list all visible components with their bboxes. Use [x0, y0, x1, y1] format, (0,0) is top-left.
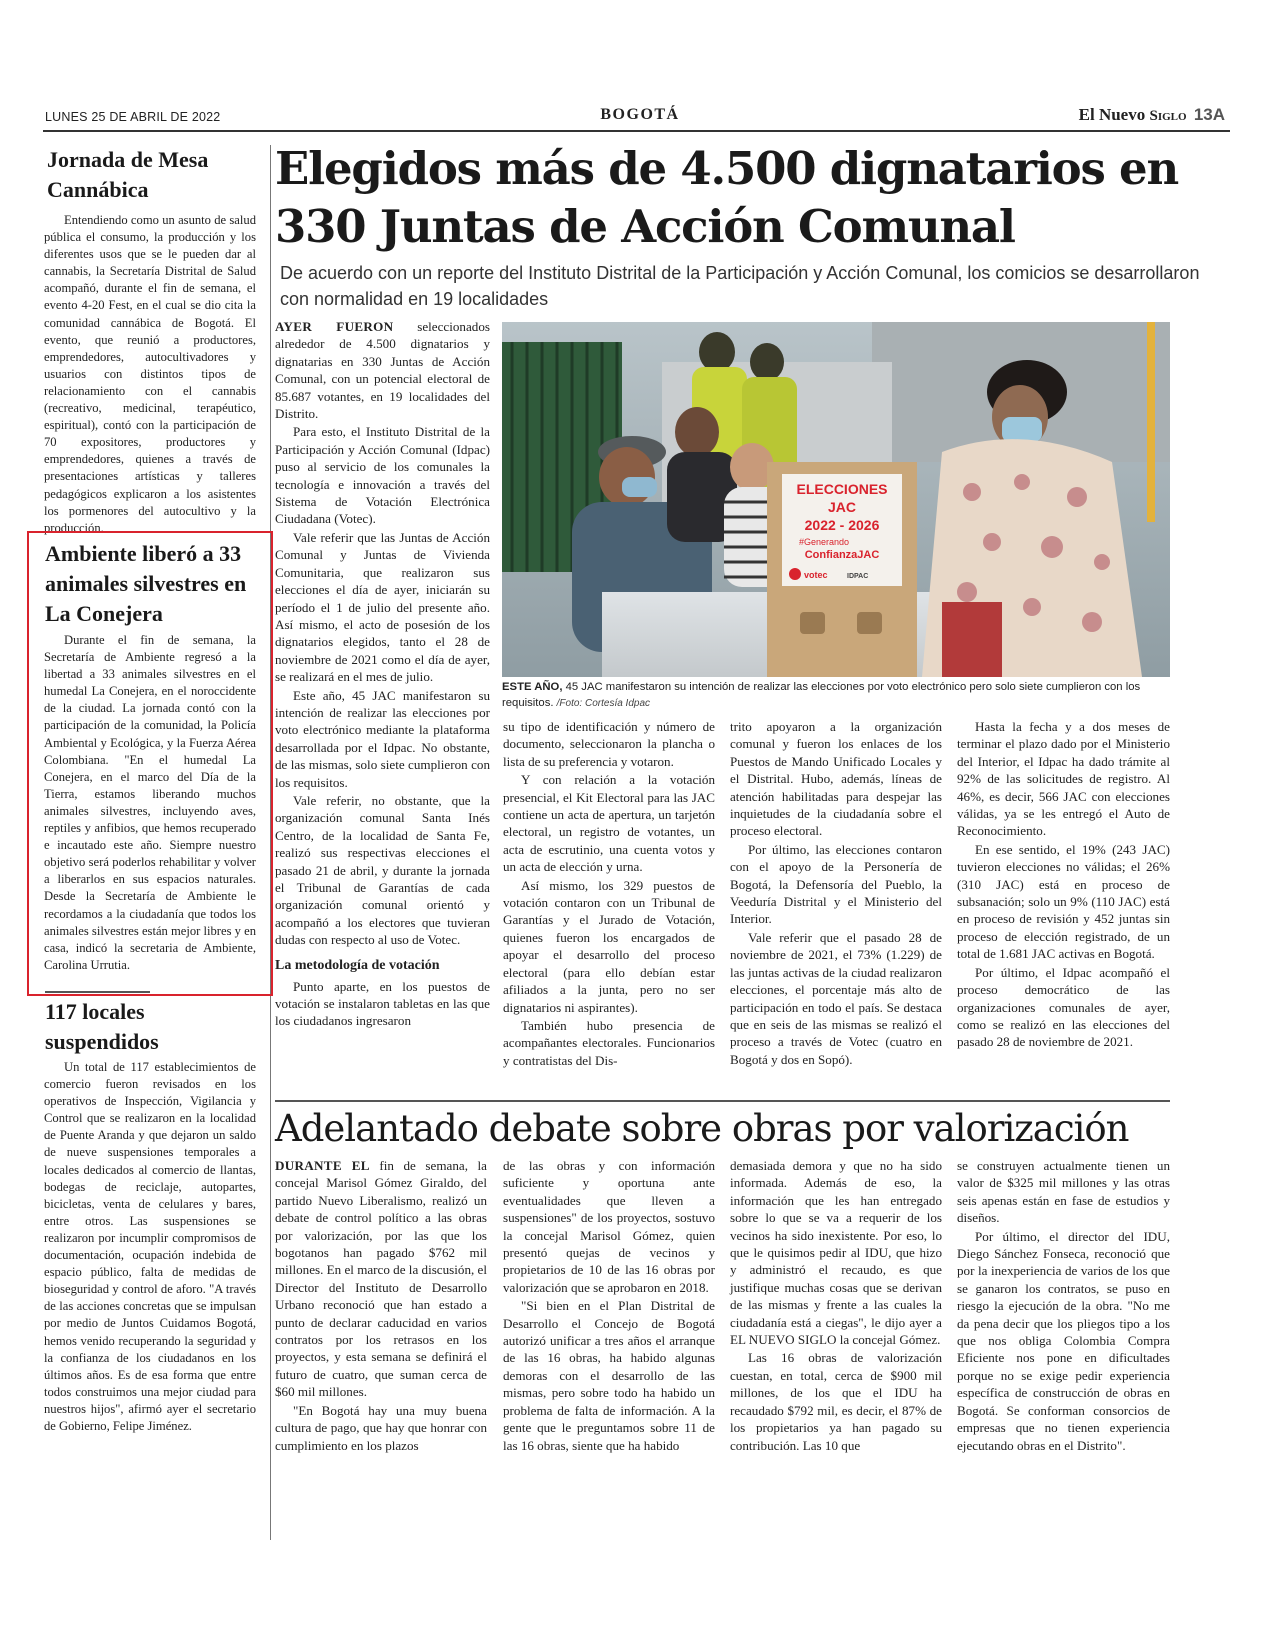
main-paragraph: Así mismo, los 329 puestos de votación contaron con un Tribunal de Garantías y el Jurado de Votación, quienes fueron los encargados de apoyar el desarrollo del proceso electoral (para ello debían estar afiliados a la junta, pero no ser dignatarios ni aspirantes). — [503, 877, 715, 1015]
main-paragraph: Vale referir que el pasado 28 de noviembre de 2021, el 73% (1.229) de las juntas activas de la ciudad realizaron elecciones, el porcentaje más alto de participación en todo el país. Se destaca que en seis de las mismas se realizó el proceso a través de Votec (cuatro en Bogotá y dos en Sopó). — [730, 929, 942, 1067]
issue-date: LUNES 25 DE ABRIL DE 2022 — [45, 110, 221, 124]
ballot-box-text-3: 2022 - 2026 — [804, 517, 880, 533]
main-paragraph: Y con relación a la votación presencial, el Kit Electoral para las JAC contiene un acta de apertura, un tarjetón electoral, un registro de votantes, un acta de escrutinio, una cuenta votos y un acta de elección y urna. — [503, 772, 715, 875]
main-paragraph: Para esto, el Instituto Distrital de la Participación y Acción Comunal (Idpac) puso al servicio de los comunales la tecnología e innovación a través del Sistema de Votación Electrónica Ciudadana (Votec). — [275, 424, 490, 527]
second-headline: Adelantado debate sobre obras por valorización — [275, 1107, 1129, 1150]
main-paragraph: Vale referir, no obstante, que la organización comunal Santa Inés Centro, de la localidad de Santa Fe, realizó sus respectivas elecciones el pasado 21 de abril, y durante la jornada el Tribunal de Garantías de cada organización comunal orientó y acompañó a los electores que tuvieran dudas con respecto al uso de Votec. — [275, 792, 490, 948]
main-column-1 — [275, 318, 490, 1031]
main-paragraph: Vale referir que las Juntas de Acción Comunal y Juntas de Vivienda Comunitaria, que realizaron sus elecciones el día de ayer, iniciarán su período el 1 de julio del presente año. Así mismo, el acto de posesión de los dignatarios elegidos, tanto el 28 de noviembre de 2021 como el día de ayer, se realizará en el mes de julio. — [275, 529, 490, 685]
second-paragraph: DURANTE EL fin de semana, la concejal Marisol Gómez Giraldo, del partido Nuevo Liberalismo, realizó un debate de control político a las obras por valorización, por las que los bogotanos han pagado $762 mil millones. En el marco de la discusión, el Director del Instituto de Desarrollo Urbano reconoció que han estado a punto de declarar caducidad en varios contratos por los retrasos en los proyectos, y esta semana se definirá el futuro de cuatro, que suman cerca de $60 mil millones. — [275, 1158, 487, 1400]
header-rule — [43, 130, 1230, 132]
second-column-2 — [503, 1157, 715, 1455]
photo-caption — [502, 680, 1170, 711]
second-paragraph: Por último, el director del IDU, Diego Sánchez Fonseca, reconoció que por la inexperiencia de varios de los que se ganaron los contratos, se puso en riesgo la ejecución de la obra. "No me da pena decir que los pliegos tipo a los que nos obliga Colombia Compra Eficiente nos pone en dificultades porque no se exige pedir experiencia específica de construcción de obras en Bogotá. Se conforman consorcios de empresas que no tienen experiencia ejecutando obras en el Distrito". — [957, 1228, 1170, 1453]
sidebar-story1-body: Entendiendo como un asunto de salud pública el consumo, la producción y los diferentes usos que se le pueden dar al cannabis, la Secretaría Distrital de Salud acompañó, durante el fin de semana, el evento 4-20 Fest, en el cual se dio cita la comunidad cannábica de Bogotá. El evento, que reunió a productores, emprendedores, autocultivadores y usuarios con distintos tipos de relacionamiento con el cannabis (recreativo, medicinal, terapéutico, espiritual), contó con la participación de 70 expositores, productores y emprendedores, quienes a través de presentaciones artísticas y talleres pedagógicos explicaron a los asistentes los pormenores del autocultivo y la producción. — [44, 213, 256, 535]
masthead-brand — [1079, 105, 1225, 125]
votec-logo-icon — [789, 568, 801, 580]
photo-credit: /Foto: Cortesía Idpac — [556, 697, 651, 709]
second-paragraph: se construyen actualmente tienen un valor de $325 mil millones y las otras seis apenas están en fase de estudios y diseños. — [957, 1158, 1170, 1226]
sidebar-separator — [45, 991, 150, 993]
main-paragraph: trito apoyaron a la organización comunal y fueron los enlaces de los Puestos de Mando Unificado Locales y el Distrital. Hubo, además, líneas de atención habilitadas para despejar las inquietudes de la ciudadanía sobre el proceso electoral. — [730, 719, 942, 839]
votec-logo-text: votec — [804, 570, 828, 580]
main-paragraph: También hubo presencia de acompañantes electorales. Funcionarios y contratistas del Dis- — [503, 1017, 715, 1068]
main-paragraph: Hasta la fecha y a dos meses de terminar el plazo dado por el Ministerio del Interior, el Idpac ha dado trámite al 92% de las solicitudes de registro. Al 46%, es decir, 566 JAC con elecciones válidas, ya se les entregó el Auto de Reconocimiento. — [957, 719, 1170, 839]
section-name: BOGOTÁ — [600, 106, 680, 123]
lead-in: AYER FUERON — [275, 319, 394, 334]
story-separator — [275, 1100, 1170, 1102]
main-paragraph: AYER FUERON seleccionados alrededor de 4.500 dignatarios y dignatarias en 330 Juntas de Acción Comunal, con un potencial electoral de 85.687 votantes, en 19 localidades del Distrito. — [275, 319, 490, 422]
ballot-box-text-2: JAC — [827, 499, 857, 515]
sidebar-story1-title: Jornada de Mesa Cannábica — [47, 147, 209, 202]
ballot-box-text-5: ConfianzaJAC — [804, 549, 880, 561]
second-paragraph: "Si bien en el Plan Distrital de Desarrollo el Concejo de Bogotá autorizó unificar a tres años el arranque de las 16 obras, ha habido algunas demoras con el desarrollo de las mismas, pero sobre todo ha habido un problema de falta de información. A la gente que le preguntamos sobre 11 de las 16 obras, siente que ha habido — [503, 1298, 715, 1453]
main-column-4 — [957, 718, 1170, 1052]
subhead: La metodología de votación — [275, 957, 440, 973]
second-column-1 — [275, 1157, 487, 1455]
second-paragraph: "En Bogotá hay una muy buena cultura de pago, que hay que honrar con cumplimiento en los plazos — [275, 1402, 487, 1453]
sidebar-story2-title: Ambiente liberó a 33 animales silvestres en La Conejera — [45, 541, 247, 626]
second-column-4 — [957, 1157, 1170, 1455]
ballot-box-text-4: #Generando — [798, 537, 850, 547]
main-paragraph: Punto aparte, en los puestos de votación se instalaron tabletas en las que los ciudadanos ingresaron — [275, 978, 490, 1029]
main-paragraph: Por último, el Idpac acompañó el proceso democrático de las organizaciones comunales de ayer, como se realizó en las elecciones del pasado 28 de noviembre de 2021. — [957, 964, 1170, 1050]
lead-in: DURANTE EL — [275, 1158, 370, 1173]
sidebar-story2-body: Durante el fin de semana, la Secretaría de Ambiente regresó a la libertad a 33 animales silvestres en el humedal La Conejera, en el noroccidente de la ciudad. La jornada contó con la participación de la comunidad, la Policía Ambiental y Ecológica, y la Fuerza Aérea Colombiana. "En el humedal La Conejera, en el marco del Día de la Tierra, estamos liberando muchos animales silvestres, incluyendo aves, reptiles y anfibios, que hemos recuperado e incautado este año. Siempre nuestro objetivo será poderlos rehabilitar y volver a liberarlos en sus espacios naturales. Desde la Secretaría de Ambiente le recordamos a la ciudadanía que todos los animales silvestres están mejor libres y en casa, indicó la secretaria de Ambiente, Carolina Urrutia. — [44, 633, 256, 972]
main-paragraph: su tipo de identificación y número de documento, seleccionaron la plancha o lista de su preferencia y votaron. — [503, 719, 715, 769]
caption-text: 45 JAC manifestaron su intención de realizar las elecciones por voto electrónico pero solo siete cumplieron con los requisitos. — [502, 681, 1141, 709]
main-paragraph: Por último, las elecciones contaron con el apoyo de la Personería de Bogotá, la Defensoría del Pueblo, la Veeduría Distrital y el Ministerio del Interior. — [730, 841, 942, 927]
sidebar-story3-body: Un total de 117 establecimientos de comercio fueron revisados en los operativos de Inspección, Vigilancia y Control que se realizaron en la localidad de Puente Aranda y que dejaron un saldo de nueve suspensiones temporales a locales dedicados al comercio de llantas, bodegas de reciclaje, autopartes, bicicletas, venta de celulares y bares, entre otros. Las suspensiones se realizaron por incumplir compromisos de documentación, ocupación indebida de espacio público, falta de medidas de bioseguridad y control de aforo. "A través de las acciones concretas que se impulsan por medio de Juntos Cuidamos Bogotá, hemos venido recuperando la seguridad y la confianza de los ciudadanos en los últimos años. Es de esa forma que entre todos construimos una mejor ciudad para nuestros hijos", afirmó ayer el secretario de Gobierno, Felipe Jiménez. — [44, 1060, 256, 1433]
ballot-box-text-1: ELECCIONES — [796, 481, 888, 497]
caption-lead: ESTE AÑO, — [502, 681, 563, 693]
main-paragraph: Este año, 45 JAC manifestaron su intención de realizar las elecciones por voto electrónico mediante la plataforma desarrollada por el Idpac. No obstante, de las mismas, solo siete cumplieron con los requisitos. — [275, 687, 490, 790]
idpac-logo-text: IDPAC — [847, 573, 869, 580]
main-column-3 — [730, 718, 942, 1069]
main-paragraph: En ese sentido, el 19% (243 JAC) tuvieron elecciones no válidas; el 26% (310 JAC) está en proceso de subsanación; solo un 9% (110 JAC) está en proceso de revisión y 452 juntas sin proceso de elección registrado, de un total de 1.681 JAC activas en Bogotá. — [957, 841, 1170, 962]
second-paragraph: de las obras y con información suficiente y oportuna ante eventualidades que lleven a suspensiones" de los proyectos, sostuvo la concejal Marisol Gómez, quien presentó quejas de vecinos y propietarios de 10 de las 16 obras por valorización que se aprobaron en 2018. — [503, 1158, 715, 1295]
brand-word-1: El Nuevo — [1078, 105, 1146, 124]
main-headline: Elegidos más de 4.500 dignatarios en 330 Juntas de Acción Comunal — [275, 142, 1178, 253]
page-number: 13A — [1193, 105, 1225, 124]
second-paragraph: Las 16 obras de valorización cuestan, en total, cerca de $900 mil millones, de los que el IDU ha recaudado $792 mil, es decir, el 87% de los propietarios ya han pagado su contribución. Las 10 que — [730, 1350, 942, 1453]
main-deck: De acuerdo con un reporte del Instituto Distrital de la Participación y Acción Comunal, los comicios se desarrollaron con normalidad en 19 localidades — [280, 263, 1200, 309]
second-paragraph: demasiada demora y que no ha sido informada. Además de eso, la información que les han entregado sobre lo que se va a requerir de los vecinos ha sido inexistente. Por eso, lo que le quisimos pedir al IDU, que hizo y administró el recaudo, es que justifique muchas cosas que se derivan de las mismas y frente a las cuales la ciudadanía está a ciegas", le dijo ayer a EL NUEVO SIGLO la concejal Gómez. — [730, 1158, 942, 1348]
brand-word-2: Siglo — [1149, 108, 1187, 124]
sidebar-story3-title: 117 locales suspendidos — [45, 999, 159, 1054]
second-column-3 — [730, 1157, 942, 1455]
main-column-2 — [503, 718, 715, 1070]
election-photo — [502, 322, 1170, 677]
